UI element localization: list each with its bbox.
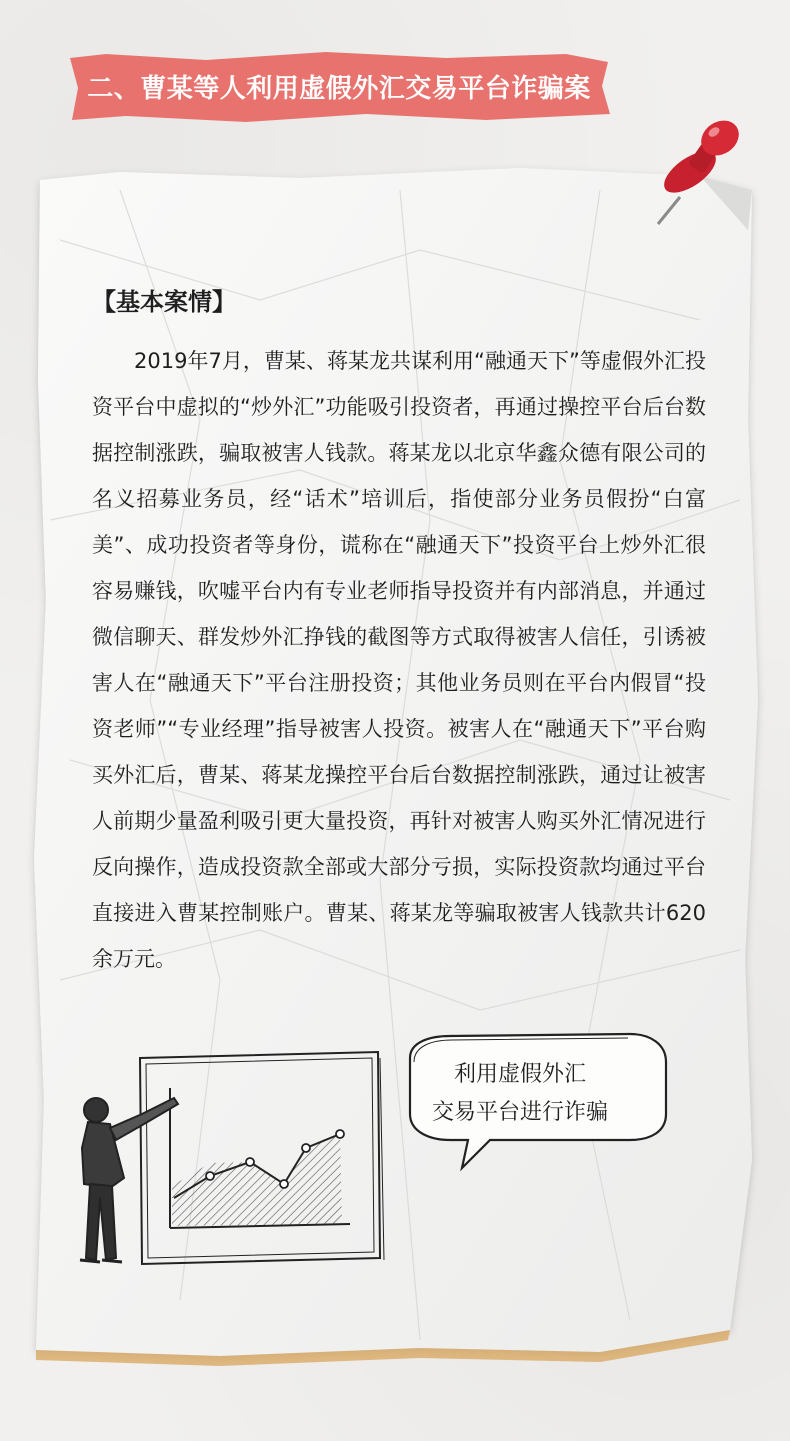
chart-board bbox=[140, 1052, 384, 1264]
bubble-line-2: 交易平台进行诈骗 bbox=[431, 1100, 608, 1125]
speech-bubble-text bbox=[400, 1056, 640, 1132]
title-banner bbox=[66, 48, 612, 124]
section-heading: 【基本案情】 bbox=[92, 288, 236, 316]
presenter-figure bbox=[80, 1098, 178, 1262]
page-title: 二、曹某等人利用虚假外汇交易平台诈骗案 bbox=[87, 73, 591, 104]
bubble-line-1: 利用虚假外汇 bbox=[453, 1062, 586, 1087]
case-description-paragraph: 2019年7月，曹某、蒋某龙共谋利用“融通天下”等虚假外汇投资平台中虚拟的“炒外汇”功能吸引投资者，再通过操控平台后台数据控制涨跌，骗取被害人钱款。蒋某龙以北京华鑫众德有限公司的名义招募业务员，经“话术”培训后，指使部分业务员假扮“白富美”、成功投资者等身份，谎称在“融通天下”投资平台上炒外汇很容易赚钱，吹嘘平台内有专业老师指导投资并有内部消息，并通过微信聊天、群发炒外汇挣钱的截图等方式取得被害人信任，引诱被害人在“融通天下”平台注册投资；其他业务员则在平台内假冒“投资老师”“专业经理”指导被害人投资。被害人在“融通天下”平台购买外汇后，曹某、蒋某龙操控平台后台数据控制涨跌，通过让被害人前期少量盈利吸引更大量投资，再针对被害人购买外汇情况进行反向操作，造成投资款全部或大部分亏损，实际投资款均通过平台直接进入曹某控制账户。曹某、蒋某龙等骗取被害人钱款共计620余万元。 bbox=[92, 349, 706, 971]
red-pushpin-icon bbox=[650, 112, 750, 232]
